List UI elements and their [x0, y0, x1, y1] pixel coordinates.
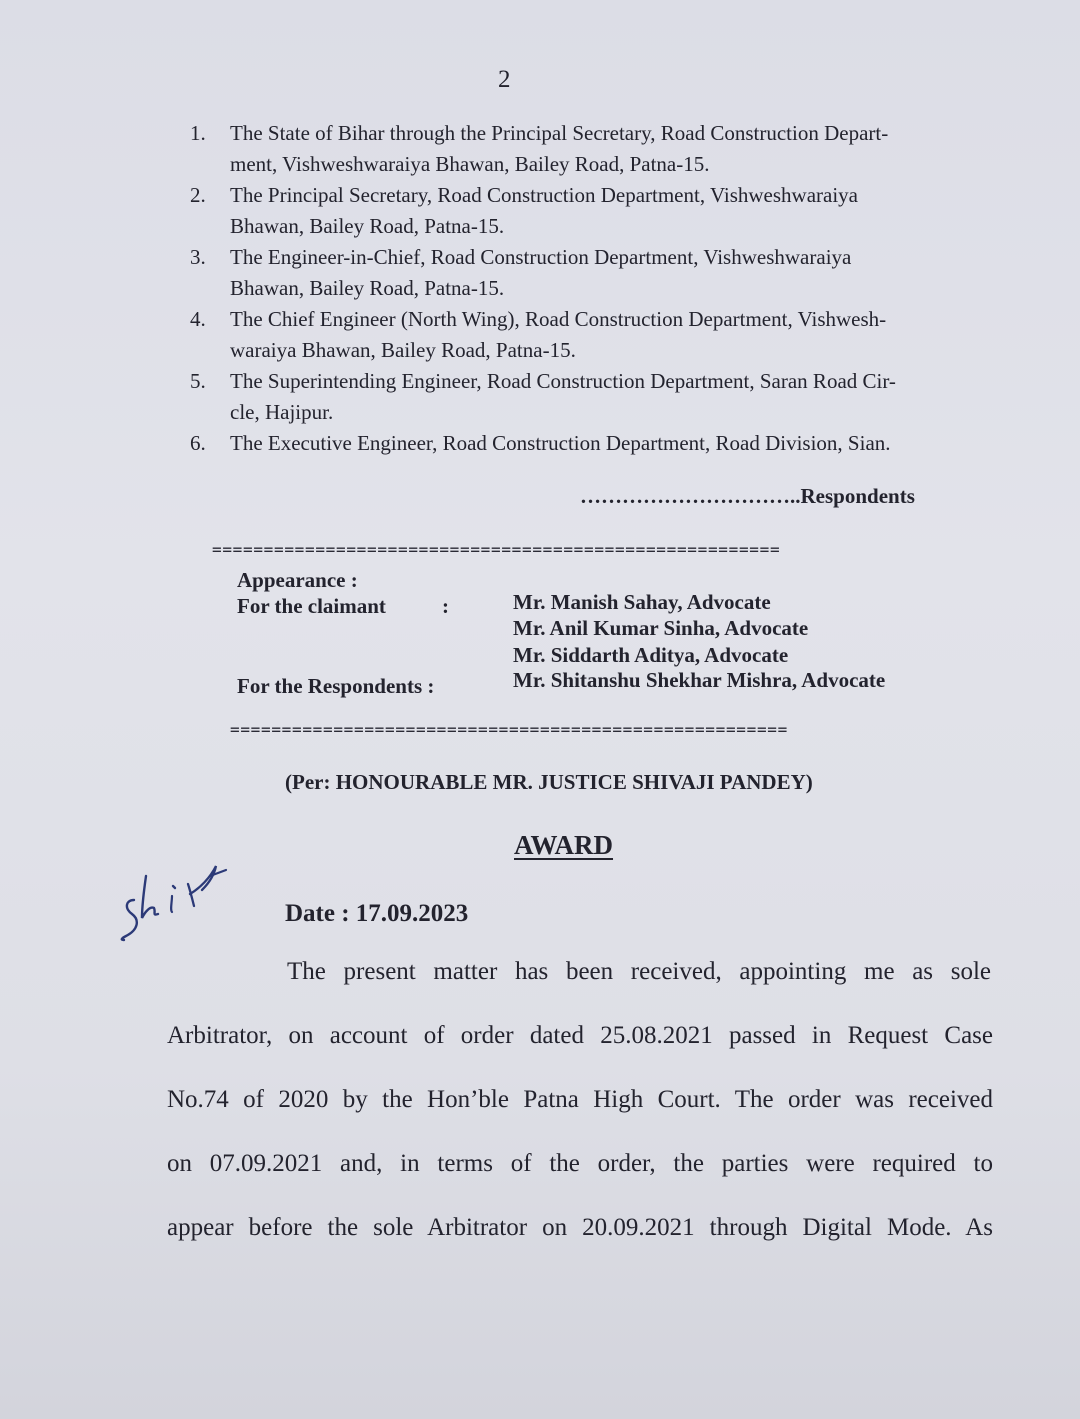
claimant-colon: : — [442, 594, 449, 618]
claimant-label: For the claimant — [237, 594, 386, 618]
page-number: 2 — [498, 66, 511, 93]
list-item-number: 1. — [190, 121, 206, 145]
body-text-line — [287, 958, 991, 986]
list-item-line: The Superintending Engineer, Road Construction Department, Saran Road Cir- — [230, 369, 896, 393]
list-item-number: 2. — [190, 183, 206, 207]
body-text: The present matter has been received, appointing me as sole — [287, 958, 991, 985]
body-text-line — [167, 1150, 993, 1178]
body-text-line — [167, 1214, 993, 1242]
list-item-line: Bhawan, Bailey Road, Patna-15. — [230, 276, 505, 300]
list-item-number: 5. — [190, 369, 206, 393]
list-item-number: 4. — [190, 307, 206, 331]
award-title: AWARD — [514, 830, 614, 860]
body-text-line — [167, 1022, 993, 1050]
respondents-advocate: Mr. Shitanshu Shekhar Mishra, Advocate — [513, 668, 886, 692]
appearance-heading: Appearance : — [237, 568, 358, 592]
list-item — [190, 180, 990, 242]
body-text-line — [167, 1086, 993, 1114]
list-item — [190, 242, 990, 304]
list-item — [190, 118, 990, 180]
body-text: Arbitrator, on account of order dated 25.08.2021 passed in Request Case — [167, 1022, 993, 1049]
list-item-line: ment, Vishweshwaraiya Bhawan, Bailey Road, Patna-15. — [230, 152, 710, 176]
signature — [112, 856, 242, 946]
body-text: on 07.09.2021 and, in terms of the order, the parties were required to — [167, 1150, 993, 1177]
list-item-line: Bhawan, Bailey Road, Patna-15. — [230, 214, 505, 238]
divider-rule-top: ======================================================= — [212, 540, 781, 559]
list-item-line: waraiya Bhawan, Bailey Road, Patna-15. — [230, 338, 576, 362]
claimant-advocate: Mr. Manish Sahay, Advocate — [513, 590, 771, 614]
list-item-number: 6. — [190, 431, 206, 455]
respondents-list — [190, 118, 990, 459]
list-item-line: The Engineer-in-Chief, Road Construction Department, Vishweshwaraiya — [230, 245, 852, 269]
list-item — [190, 366, 990, 428]
claimant-advocate: Mr. Anil Kumar Sinha, Advocate — [513, 616, 809, 640]
list-item — [190, 428, 990, 459]
claimant-advocate: Mr. Siddarth Aditya, Advocate — [513, 643, 789, 667]
respondents-appearance-label: For the Respondents : — [237, 674, 435, 698]
body-text: No.74 of 2020 by the Hon’ble Patna High Court. The order was received — [167, 1086, 993, 1113]
per-justice-line: (Per: HONOURABLE MR. JUSTICE SHIVAJI PANDEY) — [285, 770, 813, 794]
list-item-line: The Principal Secretary, Road Construction Department, Vishweshwaraiya — [230, 183, 858, 207]
divider-rule-bottom: ====================================================== — [230, 720, 788, 739]
list-item — [190, 304, 990, 366]
respondents-label: …………………………..Respondents — [580, 484, 915, 508]
award-date: Date : 17.09.2023 — [285, 900, 469, 927]
list-item-line: The Chief Engineer (North Wing), Road Construction Department, Vishwesh- — [230, 307, 887, 331]
list-item-line: The Executive Engineer, Road Construction Department, Road Division, Sian. — [230, 431, 891, 455]
list-item-line: The State of Bihar through the Principal Secretary, Road Construction Depart- — [230, 121, 889, 145]
list-item-number: 3. — [190, 245, 206, 269]
list-item-line: cle, Hajipur. — [230, 400, 334, 424]
body-text: appear before the sole Arbitrator on 20.09.2021 through Digital Mode. As — [167, 1214, 993, 1241]
